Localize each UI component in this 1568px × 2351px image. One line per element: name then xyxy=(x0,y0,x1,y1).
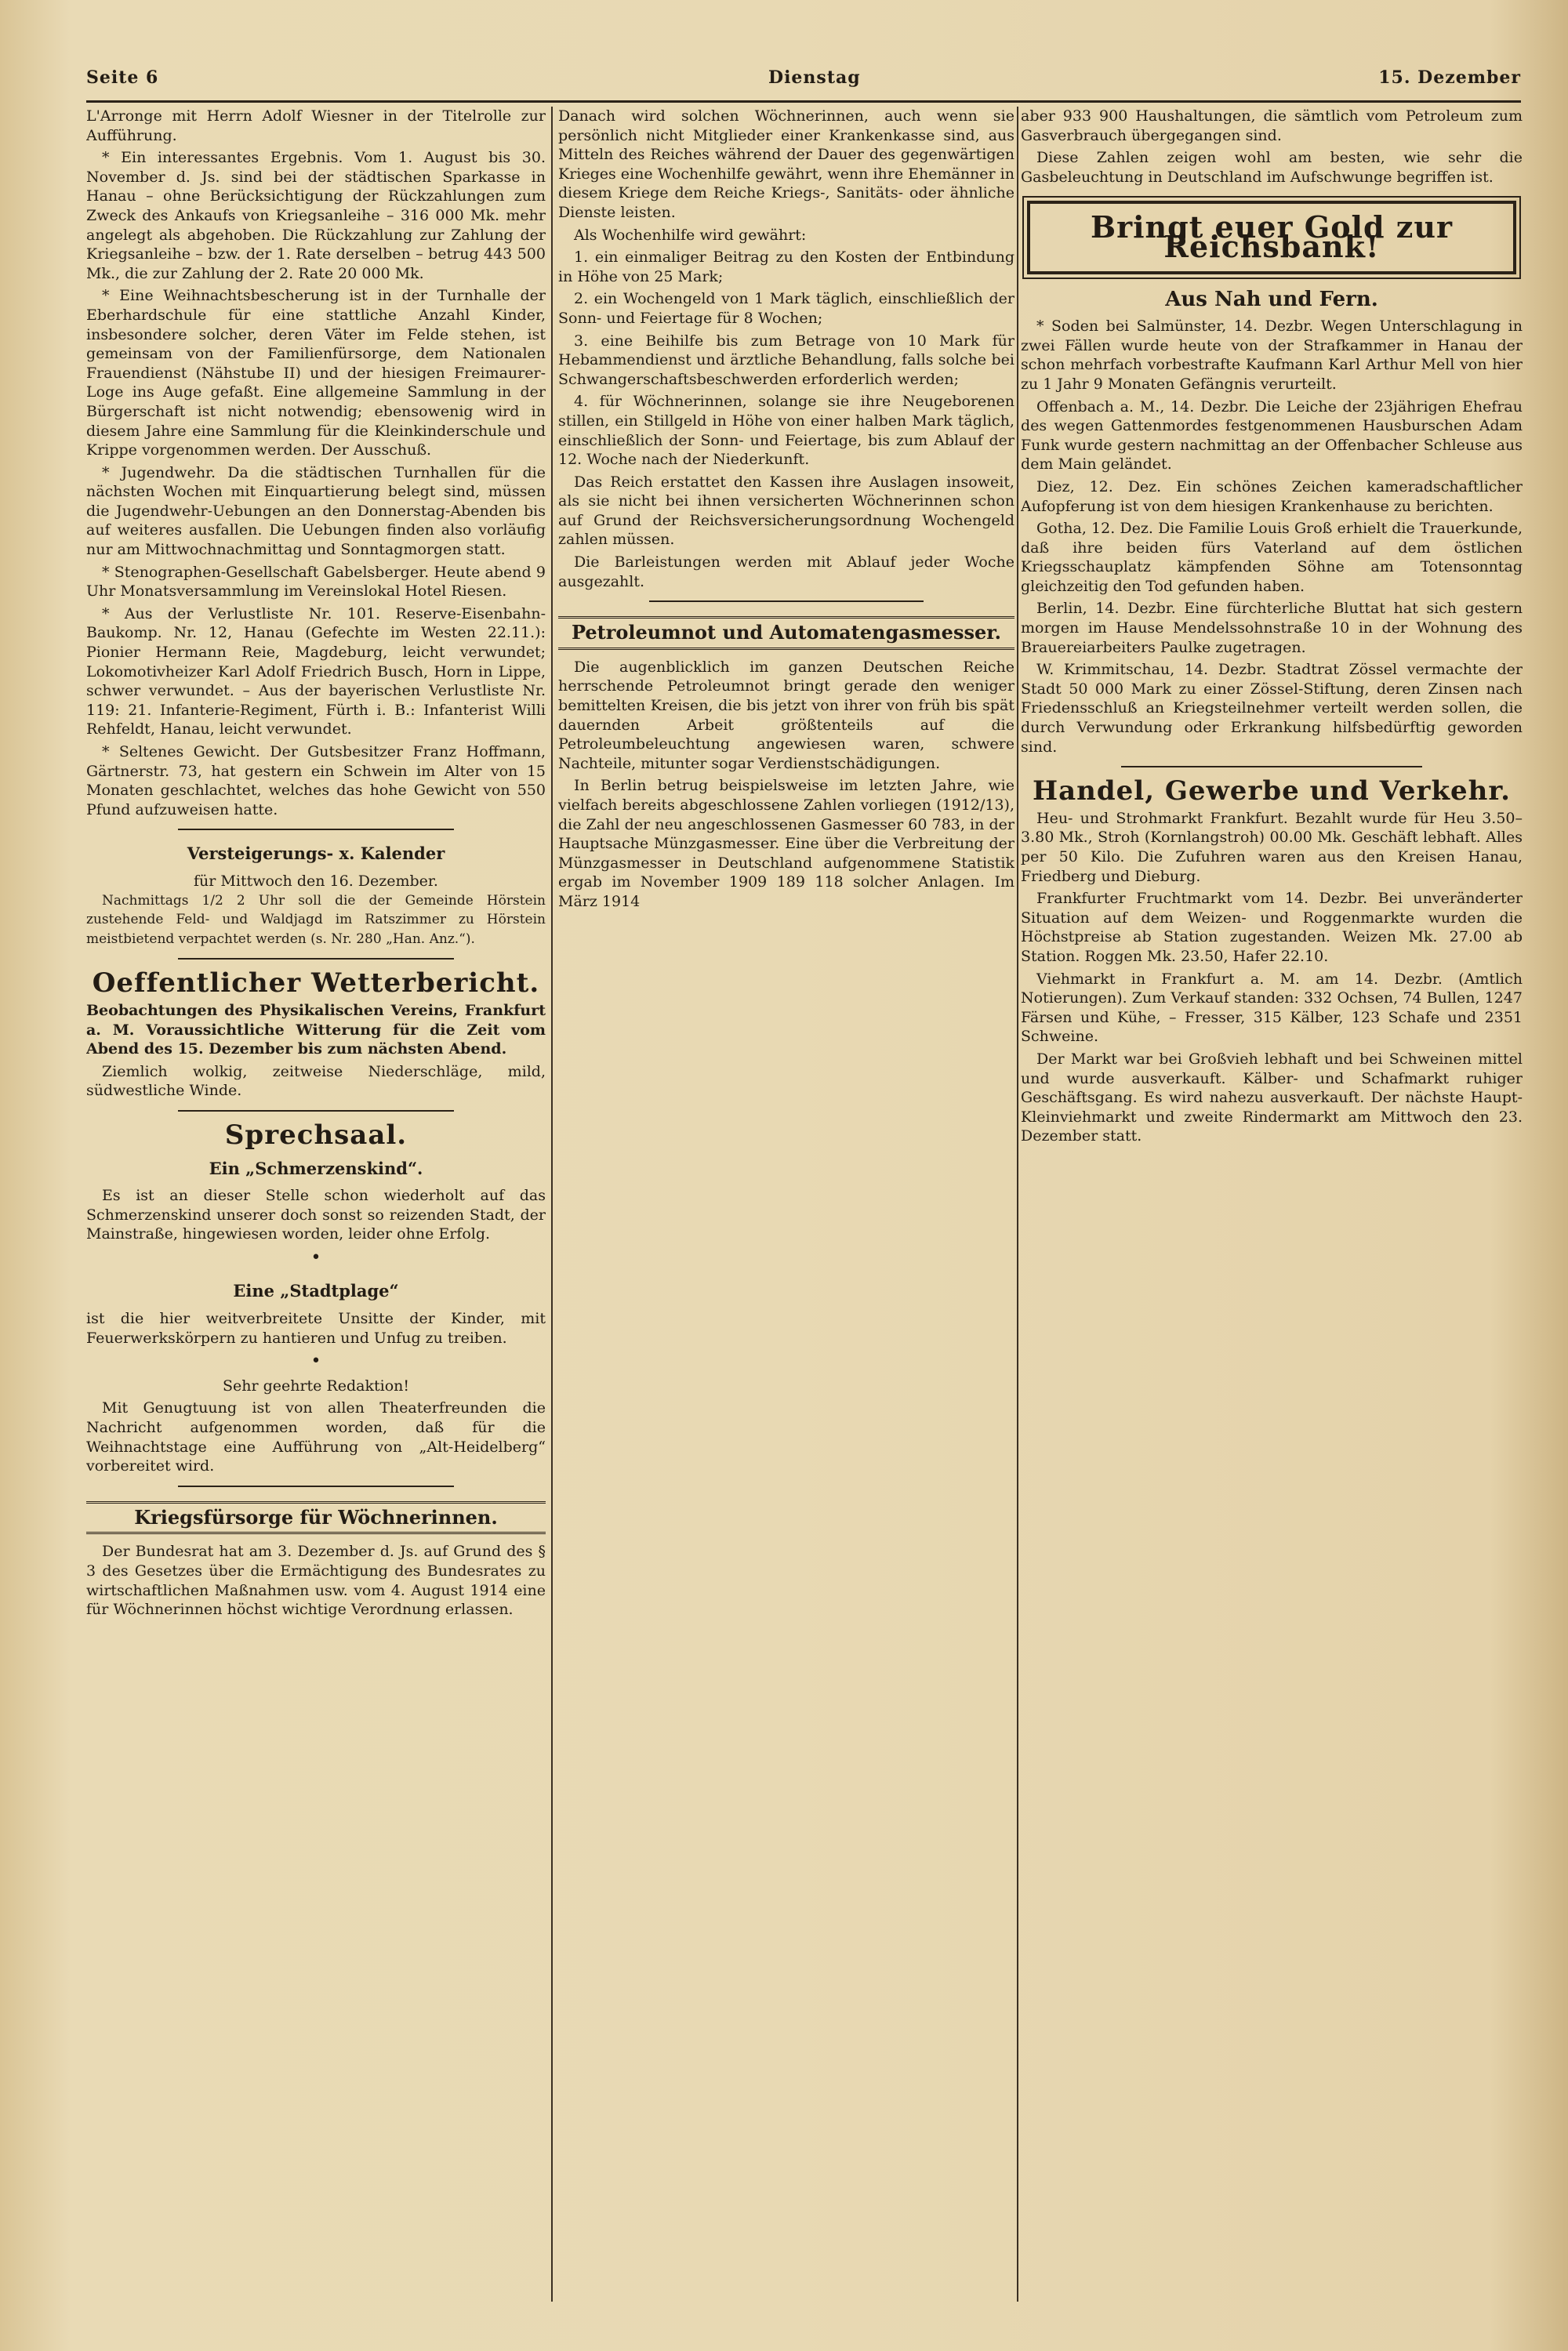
column-divider xyxy=(551,107,553,2302)
section-divider xyxy=(178,1110,454,1112)
ornament-dot: • xyxy=(310,1247,321,1268)
wetter-intro: Beobachtungen des Physikalischen Vereins, Frankfurt a. M. Voraussichtliche Witterung für die Zeit vom Abend des 15. Dezember bis zum nächsten Abend. xyxy=(86,1001,546,1058)
page-number: Seite 6 xyxy=(86,67,159,88)
article-offenbach: Offenbach a. M., 14. Dezbr. Die Leiche der 23jährigen Ehefrau des wegen Gattenmordes festgenommenen Hausburschen Adam Funk wurde gestern nachmittag an der Offenbacher Schleuse aus dem Main geländet. xyxy=(1021,397,1523,473)
list-item: 3. eine Beihilfe bis zum Betrage von 10 Mark für Hebammendienst und ärztliche Behandlung, falls solche bei Schwangerschaftsbeschwerden erforderlich werden; xyxy=(558,332,1014,388)
right-column xyxy=(1021,107,1523,2317)
wochenhilfe-intro: Als Wochenhilfe wird gewährt: xyxy=(574,226,807,244)
list-item: 1. ein einmaliger Beitrag zu den Kosten der Entbindung in Höhe von 25 Mark; xyxy=(558,249,1014,285)
article-text: Diese Zahlen zeigen wohl am besten, wie sehr die Gasbeleuchtung in Deutschland im Aufschwunge begriffen ist. xyxy=(1021,149,1523,186)
letter-salutation: Sehr geehrte Redaktion! xyxy=(222,1377,410,1395)
heading-nah-und-fern: Aus Nah und Fern. xyxy=(1165,287,1378,311)
weekday: Dienstag xyxy=(768,67,861,88)
article-schmerzenskind: Es ist an dieser Stelle schon wiederholt auf das Schmerzenskind unserer doch sonst so reizenden Stadt, der Mainstraße, hingewiesen worden, leider ohne Erfolg. xyxy=(86,1187,546,1243)
article-viehmarkt: Viehmarkt in Frankfurt a. M. am 14. Dezbr. (Amtlich Notierungen). Zum Verkauf standen: 332 Ochsen, 74 Bullen, 1247 Färsen und Kühe, – Fresser, 315 Kälber, 123 Schafe und 2351 Schweine. xyxy=(1021,970,1523,1046)
section-divider xyxy=(649,600,923,602)
article-krimmitschau: W. Krimmitschau, 14. Dezbr. Stadtrat Zössel vermachte der Stadt 50 000 Mark zu einer Zössel-Stiftung, deren Zinsen nach Friedensschluß an Kriegsteilnehmer verteilt werden sollen, die durch Verwundung oder Erkrankung hilfsbedürftig geworden sind. xyxy=(1021,661,1523,756)
article-viehmarkt-end: Der Markt war bei Großvieh lebhaft und bei Schweinen mittel und wurde ausverkauft. Kälber- und Schafmarkt ruhiger Geschäftsgang. Es wird nahezu ausverkauft. Der nächste Haupt-Kleinviehmarkt und zweite Rindermarkt am Mittwoch den 23. Dezember statt. xyxy=(1021,1050,1523,1145)
article-weihnachtsbescherung: * Eine Weihnachtsbescherung ist in der Turnhalle der Eberhardschule für eine stattliche Anzahl Kinder, insbesondere solcher, deren Väter im Felde stehen, ist gemeinsam von der Familienfürsorge, dem Nationalen Frauendienst (Nähstube II) und der hiesigen Freimaurer-Loge ins Auge gefaßt. Eine allgemeine Sammlung in der Bürgerschaft ist nicht notwendig; ebensowenig wird in diesem Jahre eine Sammlung für die Kleinkinderschule und Krippe vorgenommen werden. Der Ausschuß. xyxy=(86,287,546,459)
section-divider xyxy=(1121,766,1422,767)
article-reich-erstattet: Das Reich erstattet den Kassen ihre Auslagen insoweit, als sie nicht bei ihnen versicherten Wöchnerinnen schon auf Grund der Reichsversicherungsordnung Wochengeld zahlen müssen. xyxy=(558,473,1014,549)
heading-sprechsaal: Sprechsaal. xyxy=(224,1119,408,1151)
column-divider xyxy=(1017,107,1018,2302)
list-item: 4. für Wöchnerinnen, solange sie ihre Neugeborenen stillen, ein Stillgeld in Höhe von einer halben Mark täglich, einschließlich der Sonn- und Feiertage, bis zum Ablauf der 12. Woche nach der Niederkunft. xyxy=(558,393,1014,469)
article-text: aber 933 900 Haushaltungen, die sämtlich vom Petroleum zum Gasverbrauch übergegangen sind. xyxy=(1021,107,1523,144)
section-divider xyxy=(178,958,454,960)
gold-banner: Bringt euer Gold zur Reichsbank! xyxy=(1027,201,1516,274)
heading-schmerzenskind: Ein „Schmerzenskind“. xyxy=(209,1158,423,1178)
left-column xyxy=(86,107,546,2317)
heading-handel: Handel, Gewerbe und Verkehr. xyxy=(1033,775,1511,807)
article-berlin: Berlin, 14. Dezbr. Eine fürchterliche Bluttat hat sich gestern morgen im Hause Mendelssohnstraße 10 in der Wohnung des Brauereiarbeiters Paulke zugetragen. xyxy=(1021,600,1523,656)
article-versteigerung: Nachmittags 1/2 2 Uhr soll die der Gemeinde Hörstein zustehende Feld- und Waldjagd im Ratszimmer zu Hörstein meistbietend verpachtet werden (s. Nr. 280 „Han. Anz.“). xyxy=(86,892,546,947)
article-stenographen: * Stenographen-Gesellschaft Gabelsberger. Heute abend 9 Uhr Monatsversammlung im Vereinslokal Hotel Riesen. xyxy=(86,563,546,600)
article-kriegsfuersorge: Der Bundesrat hat am 3. Dezember d. Js. auf Grund des § 3 des Gesetzes über die Ermächtigung des Bundesrates zu wirtschaftlichen Maßnahmen usw. vom 4. August 1914 eine für Wöchnerinnen höchst wichtige Verordnung erlassen. xyxy=(86,1543,546,1619)
heading-stadtplage: Eine „Stadtplage“ xyxy=(233,1281,399,1301)
section-divider xyxy=(178,1486,454,1487)
wetter-forecast: Ziemlich wolkig, zeitweise Niederschläge, mild, südwestliche Winde. xyxy=(86,1062,546,1100)
article-redaktion: Mit Genugtuung ist von allen Theaterfreunden die Nachricht aufgenommen worden, daß für die Weihnachtstage eine Aufführung von „Alt-Heidelberg“ vorbereitet wird. xyxy=(86,1399,546,1475)
issue-date: 15. Dezember xyxy=(1378,67,1521,88)
article-petroleumnot: Die augenblicklich im ganzen Deutschen Reiche herrschende Petroleumnot bringt gerade den weniger bemittelten Kreisen, die bis jetzt von ihrer von früh bis spät dauernden Arbeit größtenteils auf die Petroleumbeleuchtung angewiesen waren, schwere Nachteile, mitunter sogar Verdienstschädigungen. xyxy=(558,658,1014,772)
section-divider xyxy=(178,829,454,830)
article-berlin-gasmesser: In Berlin betrug beispielsweise im letzten Jahre, wie vielfach bereits abgeschlossene Zahlen vorliegen (1912/13), die Zahl der neu angeschlossenen Gasmesser 60 783, in der Hauptsache Münzgasmesser. Eine über die Verbreitung der Münzgasmesser in Deutschland aufgenommene Statistik ergab im November 1909 189 118 solcher Anlagen. Im März 1914 xyxy=(558,777,1014,910)
header-rule xyxy=(86,100,1521,103)
heading-wetterbericht: Oeffentlicher Wetterbericht. xyxy=(92,967,540,1000)
article-verlustliste: * Aus der Verlustliste Nr. 101. Reserve-Eisenbahn-Baukomp. Nr. 12, Hanau (Gefechte im Westen 22.11.): Pionier Hermann Reie, Magdeburg, leicht verwundet; Lokomotivheizer Karl Adolf Friedrich Busch, Horn in Lippe, schwer verwundet. – Aus der bayerischen Verlustliste Nr. 119: 21. Infanterie-Regiment, Fürth i. B.: Infanterist Willi Rehfeldt, Hanau, leicht verwundet. xyxy=(86,604,546,738)
ornament-dot: • xyxy=(310,1351,321,1372)
article-jugendwehr: * Jugendwehr. Da die städtischen Turnhallen für die nächsten Wochen mit Einquartierung belegt sind, müssen die Jugendwehr-Uebungen an den Donnerstag-Abenden bis auf weiteres ausfallen. Die Uebungen finden also vorläufig nur am Mittwochnachmittag und Sonntagmorgen statt. xyxy=(86,463,546,559)
article-ergebnis: * Ein interessantes Ergebnis. Vom 1. August bis 30. November d. Js. sind bei der städtischen Sparkasse in Hanau – ohne Berücksichtigung der Rückzahlungen zum Zweck des Ankaufs von Kriegsanleihe – 316 000 Mk. mehr angelegt als abgehoben. Die Rückzahlung zur Zahlung der Kriegsanleihe – bzw. der 1. Rate derselben – betrug 443 500 Mk., die zur Zahlung der 2. Rate 20 000 Mk. xyxy=(86,149,546,282)
middle-column xyxy=(558,107,1014,2317)
article-seltenes-gewicht: * Seltenes Gewicht. Der Gutsbesitzer Franz Hoffmann, Gärtnerstr. 73, hat gestern ein Schwein im Alter von 15 Monaten geschlachtet, welches das hohe Gewicht von 550 Pfund aufzuweisen hatte. xyxy=(86,743,546,818)
versteigerung-subheading: für Mittwoch den 16. Dezember. xyxy=(194,872,438,890)
article-diez: Diez, 12. Dez. Ein schönes Zeichen kameradschaftlicher Aufopferung ist von dem hiesigen Krankenhause zu berichten. xyxy=(1021,477,1523,515)
list-item: 2. ein Wochengeld von 1 Mark täglich, einschließlich der Sonn- und Feiertage für 8 Wochen; xyxy=(558,290,1014,327)
page-header xyxy=(86,67,1521,99)
article-fruchtmarkt: Frankfurter Fruchtmarkt vom 14. Dezbr. Bei unveränderter Situation auf dem Weizen- und Roggenmarkte wurden die Höchstpreise ab Station zugestanden. Weizen Mk. 27.00 ab Station. Roggen Mk. 23.50, Hafer 22.10. xyxy=(1021,890,1523,965)
article-barleistungen: Die Barleistungen werden mit Ablauf jeder Woche ausgezahlt. xyxy=(558,553,1014,590)
article-heu-strohmarkt: Heu- und Strohmarkt Frankfurt. Bezahlt wurde für Heu 3.50–3.80 Mk., Stroh (Kornlangstroh) 00.00 Mk. Geschäft lebhaft. Alles per 50 Kilo. Die Zufuhren waren aus den Kreisen Hanau, Friedberg und Dieburg. xyxy=(1021,809,1523,885)
article-gotha: Gotha, 12. Dez. Die Familie Louis Groß erhielt die Trauerkunde, daß ihre beiden fürs Vaterland auf dem östlichen Kriegsschauplatz kämpfenden Söhne am Totensonntag gleichzeitig den Tod gefunden haben. xyxy=(1021,520,1523,595)
heading-versteigerung: Versteigerungs- x. Kalender xyxy=(187,844,445,864)
article-wochenhilfe: Danach wird solchen Wöchnerinnen, auch wenn sie persönlich nicht Mitglieder einer Krankenkasse sind, aus Mitteln des Reiches während der Dauer des gegenwärtigen Krieges eine Wochenhilfe gewährt, wenn ihre Ehemänner in diesem Kriege dem Reiche Kriegs-, Sanitäts- oder ähnliche Dienste leisten. xyxy=(558,107,1014,221)
article-stadtplage: ist die hier weitverbreitete Unsitte der Kinder, mit Feuerwerkskörpern zu hantieren und Unfug zu treiben. xyxy=(86,1310,546,1347)
heading-kriegsfuersorge: Kriegsfürsorge für Wöchnerinnen. xyxy=(86,1501,546,1535)
article-text: L'Arronge mit Herrn Adolf Wiesner in der Titelrolle zur Aufführung. xyxy=(86,107,546,144)
article-soden: * Soden bei Salmünster, 14. Dezbr. Wegen Unterschlagung in zwei Fällen wurde heute von der Strafkammer in Hanau der schon mehrfach vorbestrafte Kaufmann Karl Arthur Mell von hier zu 1 Jahr 9 Monaten Gefängnis verurteilt. xyxy=(1021,317,1523,393)
heading-petroleumnot: Petroleumnot und Automatengasmesser. xyxy=(558,616,1014,650)
